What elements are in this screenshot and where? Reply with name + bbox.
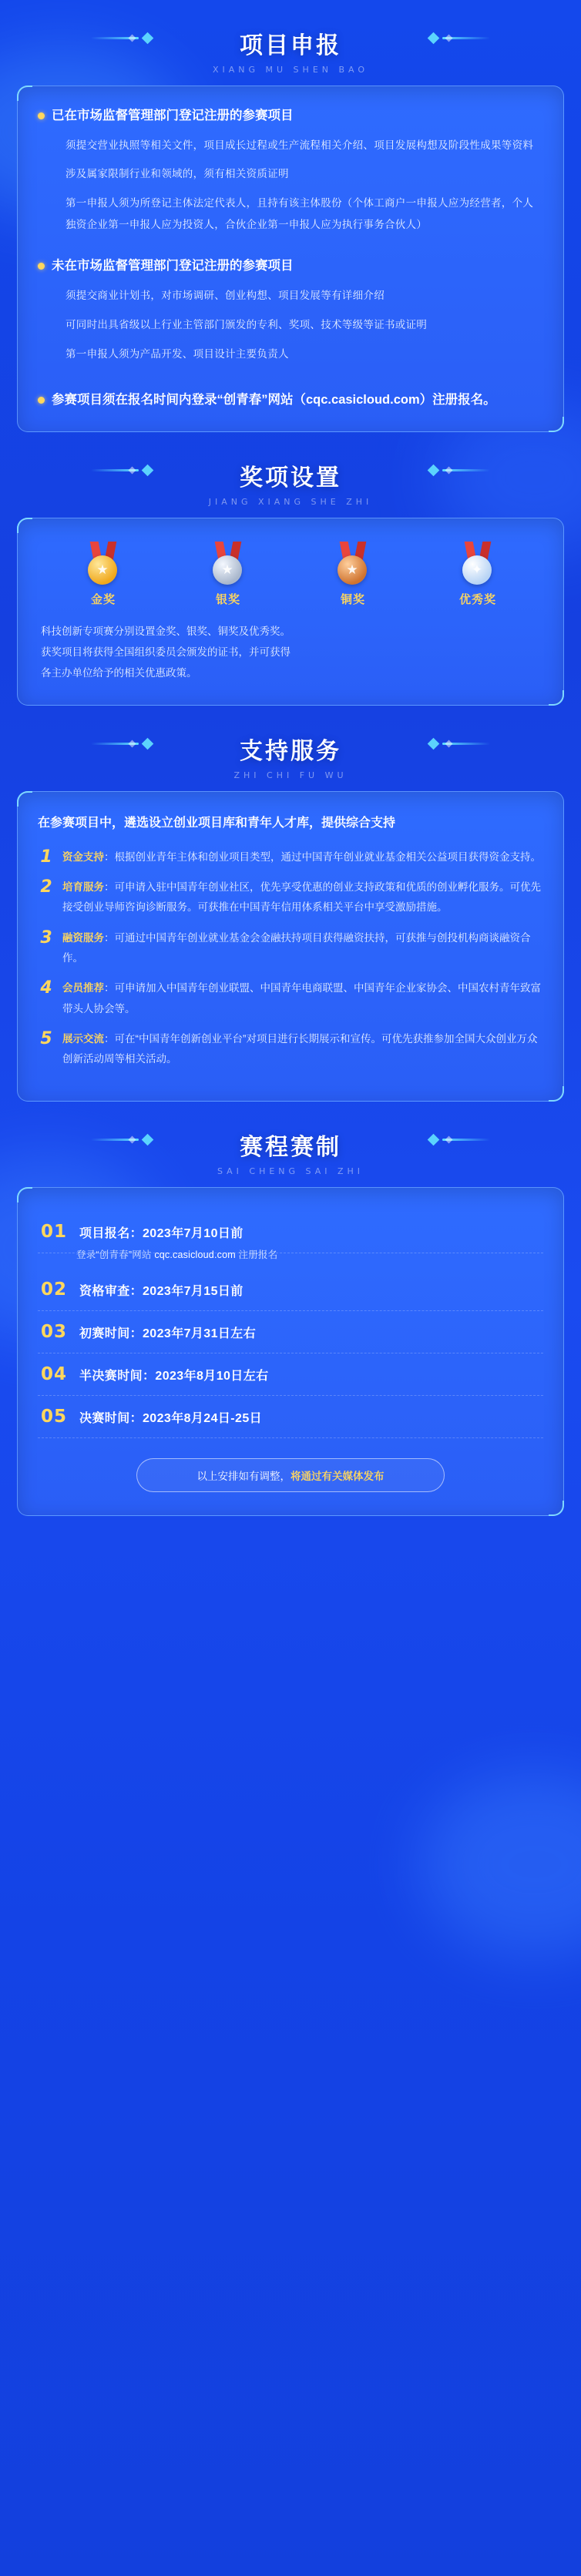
support-item-label: 资金支持 [62, 850, 104, 863]
section-title-cn: 项目申报 [240, 33, 341, 59]
schedule-row-text: 决赛时间：2023年8月24日-25日 [79, 1411, 263, 1425]
section-title-en: JIANG XIANG SHE ZHI [208, 496, 373, 507]
bullet-dot-icon [38, 112, 45, 119]
schedule-row-number: 03 [41, 1322, 68, 1343]
support-item-body: ：可申请加入中国青年创业联盟、中国青年电商联盟、中国青年企业家协会、中国农村青年致富带头人协会等。 [62, 982, 541, 1015]
schedule-row-text: 项目报名：2023年7月10日前 [79, 1226, 243, 1240]
schedule-row [38, 1396, 543, 1438]
support-item [38, 847, 543, 867]
section-header-schedule [0, 1102, 581, 1187]
schedule-card [17, 1187, 564, 1516]
schedule-row [38, 1353, 543, 1396]
declaration-heading-registered [38, 106, 543, 126]
support-item-body: ：可在“中国青年创新创业平台”对项目进行长期展示和宣传。可优先获推参加全国大众创业万众创新活动周等相关活动。 [62, 1032, 538, 1065]
awards-description-line: 各主办单位给予的相关优惠政策。 [41, 666, 197, 679]
support-item-body: ：可通过中国青年创业就业基金会金融扶持项目获得融资扶持，可获推与创投机构商谈融资合作。 [62, 931, 531, 964]
support-item-number: 1 [40, 847, 52, 867]
schedule-sub-pre: 登录“创青春”网站 [76, 1249, 155, 1261]
support-item [38, 978, 543, 1019]
schedule-note-pre: 以上安排如有调整， [196, 1471, 290, 1483]
bottom-spacer [0, 1516, 581, 1539]
support-item-text [62, 1029, 543, 1070]
excellence-medal-icon: ✦ [457, 543, 499, 585]
silver-medal-icon: ★ [207, 543, 249, 585]
schedule-row-text: 资格审查：2023年7月15日前 [79, 1284, 243, 1298]
gold-medal-icon: ★ [82, 543, 124, 585]
section-title-en: XIANG MU SHEN BAO [212, 65, 369, 75]
section-title-cn: 赛程赛制 [240, 1135, 341, 1161]
schedule-row-subtext [38, 1247, 543, 1269]
support-item-label: 展示交流 [62, 1032, 104, 1045]
bronze-medal-icon: ★ [332, 543, 374, 585]
section-title-en: SAI CHENG SAI ZHI [217, 1166, 364, 1177]
support-item-number: 4 [40, 978, 52, 998]
awards-list [38, 538, 543, 621]
schedule-row-text: 初赛时间：2023年7月31日左右 [79, 1327, 257, 1340]
support-item-text [62, 847, 541, 867]
support-card [17, 791, 564, 1102]
schedule-row-number: 04 [41, 1364, 68, 1385]
declaration-paragraph: 须提交商业计划书，对市场调研、创业构想、项目发展等有详细介绍 [65, 290, 385, 302]
award-item [182, 543, 274, 607]
schedule-row-text: 半决赛时间：2023年8月10日左右 [79, 1369, 269, 1383]
bullet-dot-icon [38, 397, 45, 404]
declaration-card [17, 86, 564, 432]
support-item-number: 3 [40, 927, 52, 948]
declaration-paragraph: 涉及属家限制行业和领域的，须有相关资质证明 [65, 168, 289, 180]
schedule-row-number: 02 [41, 1280, 68, 1300]
support-item [38, 928, 543, 969]
heading-text: 已在市场监督管理部门登记注册的参赛项目 [52, 109, 294, 122]
support-item-label: 融资服务 [62, 931, 104, 944]
declaration-paragraph: 可同时出具省级以上行业主管部门颁发的专利、奖项、技术等级等证书或证明 [65, 318, 428, 330]
schedule-sub-link[interactable]: cqc.casicloud.com [154, 1249, 236, 1261]
spacer [38, 372, 543, 386]
support-item [38, 1029, 543, 1070]
support-item-label: 会员推荐 [62, 982, 104, 995]
awards-description-line: 科技创新专项赛分别设置金奖、银奖、铜奖及优秀奖。 [41, 625, 290, 637]
section-title-cn: 支持服务 [240, 738, 341, 764]
schedule-note [136, 1458, 445, 1492]
award-name: 金奖 [90, 592, 116, 606]
support-item-number: 5 [40, 1028, 52, 1048]
schedule-row [38, 1269, 543, 1311]
declaration-final-note [38, 391, 543, 410]
awards-card [17, 518, 564, 706]
declaration-paragraph: 第一申报人须为产品开发、项目设计主要负责人 [65, 347, 289, 360]
section-header-declaration [0, 0, 581, 86]
support-item-body: ：可申请入驻中国青年创业社区，优先享受优惠的创业支持政策和优质的创业孵化服务。可优先接受创业导师咨询诊断服务。可获推在中国青年信用体系相关平台中享受激励措施。 [62, 880, 541, 914]
support-item-body: ：根据创业青年主体和创业项目类型，通过中国青年创业就业基金相关公益项目获得资金支持。 [104, 850, 541, 863]
final-note-text: 参赛项目须在报名时间内登录“创青春”网站（cqc.casicloud.com）注册报名。 [52, 393, 496, 408]
schedule-sub-post: 注册报名 [235, 1249, 278, 1261]
bullet-dot-icon [38, 263, 45, 270]
schedule-note-highlight: 将通过有关媒体发布 [290, 1471, 385, 1483]
declaration-paragraph: 第一申报人须为所登记主体法定代表人，且持有该主体股份（个体工商户一申报人应为经营者，个人独资企业第一申报人应为投资人，合伙企业第一申报人应为执行事务合伙人） [65, 197, 534, 230]
award-name: 铜奖 [340, 592, 365, 606]
support-item-number: 2 [40, 877, 52, 897]
support-item-text [62, 978, 543, 1019]
awards-description-line: 获奖项目将获得全国组织委员会颁发的证书，并可获得 [41, 646, 290, 658]
glow-decoration [419, 1772, 581, 1957]
declaration-paragraph: 须提交营业执照等相关文件，项目成长过程或生产流程相关介绍、项目发展构想及阶段性成果等资料 [65, 139, 534, 151]
section-title-cn: 奖项设置 [240, 465, 341, 491]
section-title-en: ZHI CHI FU WU [233, 770, 348, 780]
schedule-row [38, 1311, 543, 1353]
support-item-text [62, 877, 543, 918]
declaration-heading-unregistered [38, 257, 543, 276]
support-intro: 在参赛项目中，遴选设立创业项目库和青年人才库，提供综合支持 [38, 816, 396, 830]
support-item-label: 培育服务 [62, 880, 104, 893]
award-name: 银奖 [215, 592, 240, 606]
support-item [38, 877, 543, 918]
award-item [57, 543, 149, 607]
award-item [432, 543, 524, 607]
schedule-row-number: 05 [41, 1407, 68, 1427]
section-header-support [0, 706, 581, 791]
award-name: 优秀奖 [458, 592, 496, 606]
award-item [307, 543, 399, 607]
section-header-awards [0, 432, 581, 518]
heading-text: 未在市场监督管理部门登记注册的参赛项目 [52, 259, 294, 273]
support-item-text [62, 928, 543, 969]
spacer [38, 243, 543, 257]
schedule-row-number: 01 [41, 1222, 68, 1243]
